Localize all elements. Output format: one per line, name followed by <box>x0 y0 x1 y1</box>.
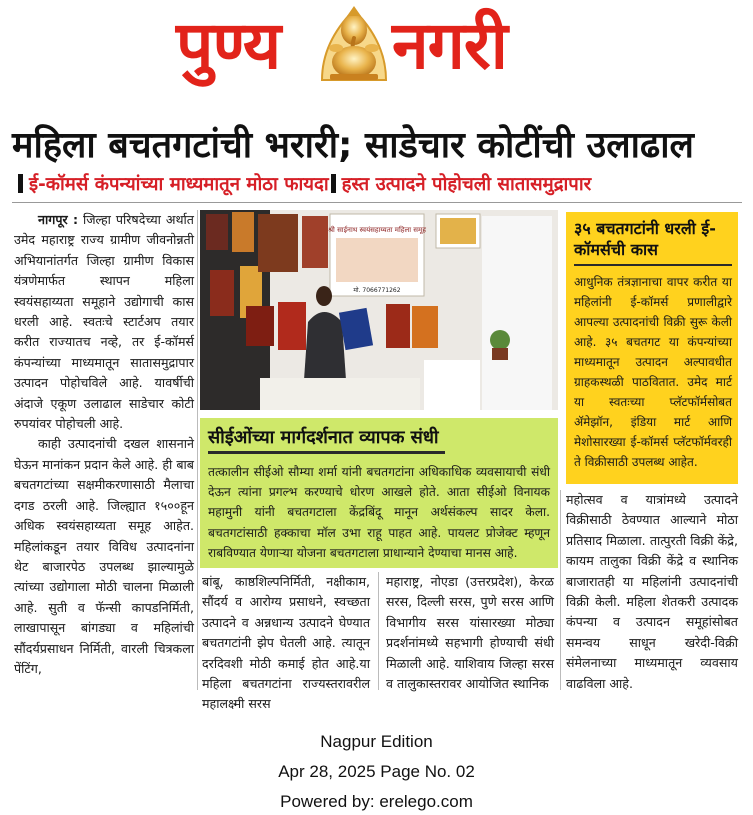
edition-label: Nagpur Edition <box>320 732 433 751</box>
banner-text: श्री साईनाथ स्वयंसहाय्यता महिला समूह <box>328 226 426 234</box>
dateline: नागपूर : <box>38 212 78 227</box>
exhibition-photo <box>200 210 558 410</box>
yellow-sidebar-box <box>566 212 738 484</box>
article-column-4 <box>566 490 738 694</box>
column-divider <box>378 572 379 690</box>
article-column-2 <box>202 572 370 715</box>
column-divider <box>197 210 198 690</box>
paragraph-text: जिल्हा परिषदेच्या अर्थात उमेद महाराष्ट्र राज्य ग्रामीण जीवनोन्नती अभियानांतर्गत जिल्हा ग्रामीण विकास यंत्रणेमार्फत स्थापन महिला स्वयंसहाय्यता समूहाने उद्योगाची कास धरली आहे. स्वतःचे स्टार्टअप तयार करीत राज्यातच नव्हे, तर ई-कॉमर्स कंपन्यांच्या माध्यमातून सातासमुद्रापार उत्पादन पोहोचविले आहे. यावर्षीची अंदाजे एकूण उलाढाल साडेचार कोटी रुपयांवर पोहोचली आहे. <box>14 212 194 432</box>
subhead-part-2: हस्त उत्पादने पोहोचली सातासमुद्रापार <box>341 174 592 195</box>
paragraph: बांबू, काष्ठशिल्पनिर्मिती, नक्षीकाम, सौंदर्य व आरोग्य प्रसाधने, स्वच्छता उत्पादने व अन्नधान्य उत्पादने घेण्यात बचतगटांनी झेप घेतली आहे. त्यातून दरदिवशी मोठी कमाई होत आहे.या महिला बचतगटांना राज्यस्तरावरील महालक्ष्मी सरस <box>202 574 370 712</box>
paragraph: महाराष्ट्र, नोएडा (उत्तरप्रदेश), केरळ सरस, दिल्ली सरस, पुणे सरस आणि विभागीय सरस यांसारख्या मोठ्या प्रदर्शनांमध्ये सहभागी होण्याची संधी मिळाली आहे. याशिवाय जिल्हा सरस व तालुकास्तरावर आयोजित स्थानिक <box>386 574 554 692</box>
article-column-3 <box>386 572 554 694</box>
masthead-title-right: नगरी <box>392 7 507 84</box>
yellow-box-body: आधुनिक तंत्रज्ञानाचा वापर करीत या महिलांनी ई-कॉमर्स प्रणालीद्वारे आपल्या उत्पादनांची विक्री सुरू केली आहे. ३५ बचतगट या कंपन्यांच्या माध्यमातून उत्पादन अल्पावधीत ग्राहकस्थळी पाठवितात. उमेद मार्ट या स्वतःच्या प्लॅटफॉर्मसोबत ॲमेझॉन, इंडिया मार्ट आणि मेशोसारख्या ई-कॉमर्स प्लॅटफॉर्मवरही ते विक्रीसाठी उपलब्ध आहेत. <box>574 275 732 469</box>
subheadline <box>16 172 741 198</box>
green-sidebar-box <box>200 418 558 568</box>
date-page-label: Apr 28, 2025 Page No. 02 <box>278 762 475 781</box>
yellow-box-divider <box>574 264 732 266</box>
paragraph <box>14 210 194 434</box>
ganesha-logo-icon <box>314 2 394 84</box>
masthead <box>0 0 753 86</box>
subhead-bar-icon <box>331 174 336 193</box>
banner-phone: मो. 7066771262 <box>353 287 401 294</box>
powered-by-link[interactable]: Powered by: erelego.com <box>280 792 473 811</box>
green-box-body: तत्कालीन सीईओ सौम्या शर्मा यांनी बचतगटांना अधिकाधिक व्यवसायाची संधी देऊन त्यांना प्रगल्भ करण्याचे धोरण आखले होते. आता सीईओ विनायक महामुनी यांनी बचतगटाला केंद्रबिंदू मानून अर्थसंकल्प सादर केला. बचतगटांसाठी हक्काचा मॉल उभा राहू पाहत आहे. पायलट प्रोजेक्ट म्हणून राबविण्यात येणाऱ्या योजना बचतगटाला प्राधान्याने देण्याचा मानस आहे. <box>208 465 550 560</box>
yellow-box-title: ३५ बचतगटांनी धरली ई-कॉमर्सची कास <box>574 219 716 259</box>
headline: महिला बचतगटांची भरारी; साडेचार कोटींची उलाढाल <box>12 125 694 166</box>
green-box-title: सीईओंच्या मार्गदर्शनात व्यापक संधी <box>208 424 439 452</box>
divider <box>12 202 742 203</box>
subhead-part-1: ई-कॉमर्स कंपन्यांच्या माध्यमातून मोठा फायदा <box>29 174 329 195</box>
subhead-bar-icon <box>18 174 23 193</box>
masthead-title-left: पुण्य <box>176 7 281 84</box>
paragraph: काही उत्पादनांची दखल शासनाने घेऊन मानांकन प्रदान केले आहे. ही बाब बचतगटांच्या सक्षमीकरणासाठी मैलाचा दगड ठरली आहे. जिल्ह्यात १५००हून अधिक स्वयंसहाय्यता समूह आहेत. महिलांकडून तयार विविध उत्पादनांना थेट बाजारपेठ उपलब्ध झाल्यामुळे त्यांच्या उद्योगाला मोठी चालना मिळाली आहे. सुती व फॅन्सी कापडनिर्मिती, लाखापासून बांगड्या व महिलांची सौंदर्यप्रसाधन निर्मिती, वारली चित्रकला पेंटिंग, <box>14 436 194 676</box>
exhibition-stall-illustration <box>200 210 558 410</box>
column-divider <box>560 490 561 690</box>
paragraph: महोत्सव व यात्रांमध्ये उत्पादने विक्रीसाठी ठेवण्यात आल्याने मोठा प्रतिसाद मिळाला. तात्पुरती विक्री केंद्रे, कायम तालुका विक्री केंद्रे व स्थानिक बाजारातही या महिलांनी उत्पादनांची विक्री केली. महिला शेतकरी उत्पादक कंपन्या व उत्पादन समूहांसोबत समन्वय साधून खरेदी-विक्री संमेलनाच्या माध्यमातून व्यवसाय वाढविला आहे. <box>566 492 738 691</box>
article-column-1 <box>14 210 194 679</box>
